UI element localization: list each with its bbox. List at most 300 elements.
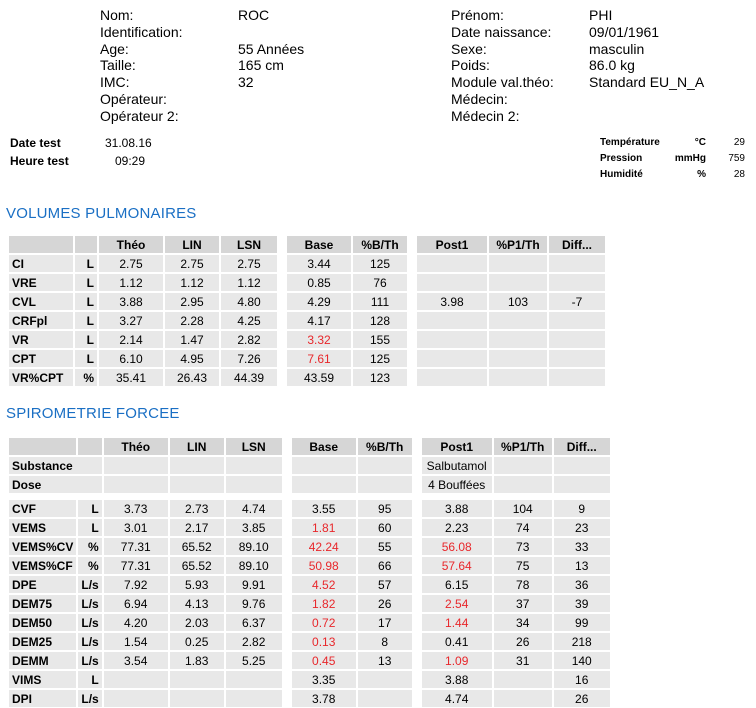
diff-value: 36 [553,575,611,594]
base-value: 0.85 [286,273,352,292]
row-unit: L [77,518,102,537]
empty-cell [553,475,611,494]
diff-value [548,368,606,387]
table-header-row [8,235,606,254]
row-unit: L/s [77,613,102,632]
lsn-value: 9.76 [225,594,283,613]
pct-base-theo: 76 [352,273,408,292]
lsn-value: 2.82 [220,330,278,349]
lsn-value: 4.80 [220,292,278,311]
lin-value: 65.52 [169,556,225,575]
column-gap [413,518,421,537]
column-header: %P1/Th [493,437,553,456]
patient-right-labels [451,7,554,125]
lin-value: 5.93 [169,575,225,594]
lin-value: 1.47 [164,330,220,349]
patient-left-value: 165 cm [238,57,284,74]
pct-base-theo: 111 [352,292,408,311]
pct-post1-theo: 73 [493,537,553,556]
column-header: Diff... [553,437,611,456]
pct-post1-theo [488,273,548,292]
row-unit: L/s [77,651,102,670]
column-gap [413,651,421,670]
patient-left-values [238,7,304,125]
patient-right-label: Sexe: [451,40,487,57]
column-gap [283,556,291,575]
pct-post1-theo [493,670,553,689]
post1-value: 56.08 [421,537,493,556]
theo-value: 3.88 [98,292,164,311]
lin-value: 4.95 [164,349,220,368]
table-row [8,651,611,670]
patient-right-label: Poids: [451,57,490,74]
column-gap [283,651,291,670]
row-unit: L/s [77,594,102,613]
lin-value [169,670,225,689]
theo-value: 1.54 [103,632,169,651]
test-time-label: Heure test [10,154,69,168]
base-value: 4.17 [286,311,352,330]
patient-right-value [589,108,704,125]
patient-right-value: PHI [589,7,613,23]
column-gap [278,349,286,368]
volumes-table [8,235,606,387]
substance-row [8,456,611,475]
diff-value: 13 [553,556,611,575]
table-row [8,349,606,368]
table-row [8,594,611,613]
dose-row [8,475,611,494]
theo-value: 7.92 [103,575,169,594]
patient-left-value: ROC [238,7,270,23]
column-gap [278,368,286,387]
base-value: 0.72 [291,613,357,632]
column-gap [283,456,291,475]
table-row [8,613,611,632]
theo-value: 6.10 [98,349,164,368]
theo-value: 35.41 [98,368,164,387]
column-gap [283,499,291,518]
column-gap [408,254,416,273]
lsn-value: 44.39 [220,368,278,387]
pct-base-theo: 95 [357,499,413,518]
base-value: 1.81 [291,518,357,537]
post1-value: 4.74 [421,689,493,708]
diff-value: 16 [553,670,611,689]
substance-row-value: Salbutamol [421,456,493,475]
patient-left-value [238,24,304,41]
column-header: Post1 [416,235,488,254]
post1-value [416,349,488,368]
column-gap [278,235,286,254]
row-unit: L/s [77,575,102,594]
pct-base-theo: 55 [357,537,413,556]
row-unit: L [74,311,98,330]
row-unit: L [77,670,102,689]
pct-base-theo: 17 [357,613,413,632]
lin-value: 2.73 [169,499,225,518]
column-gap [413,556,421,575]
column-gap [413,499,421,518]
column-gap [408,273,416,292]
lin-value: 2.17 [169,518,225,537]
theo-value: 77.31 [103,556,169,575]
pct-post1-theo [488,349,548,368]
base-value: 3.55 [291,499,357,518]
pct-base-theo: 66 [357,556,413,575]
theo-value: 77.31 [103,537,169,556]
pct-post1-theo [488,368,548,387]
pct-base-theo: 128 [352,311,408,330]
patient-left-label: Identification: [100,23,183,40]
column-gap [413,670,421,689]
env-label: Température [600,137,660,148]
post1-value: 2.23 [421,518,493,537]
column-gap [283,670,291,689]
post1-value: 1.09 [421,651,493,670]
lsn-value: 3.85 [225,518,283,537]
row-label: CPT [8,349,74,368]
lsn-value: 5.25 [225,651,283,670]
diff-value [548,330,606,349]
spiro-title: SPIROMETRIE FORCEE [6,405,180,422]
lin-value: 2.28 [164,311,220,330]
column-header: LIN [169,437,225,456]
base-value: 42.24 [291,537,357,556]
env-unit: mmHg [674,153,706,164]
empty-cell [103,456,169,475]
column-gap [413,613,421,632]
column-header: Post1 [421,437,493,456]
pct-base-theo: 123 [352,368,408,387]
env-label: Pression [600,153,643,164]
pct-base-theo: 155 [352,330,408,349]
column-header: LSN [225,437,283,456]
pct-post1-theo: 26 [493,632,553,651]
diff-value: 9 [553,499,611,518]
pct-post1-theo: 34 [493,613,553,632]
table-row [8,273,606,292]
diff-value: 23 [553,518,611,537]
diff-value [548,349,606,368]
empty-cell [225,456,283,475]
test-date-label: Date test [10,136,61,150]
lsn-value: 89.10 [225,537,283,556]
env-unit: °C [694,137,706,148]
theo-value: 6.94 [103,594,169,613]
empty-cell [291,475,357,494]
header-blank [8,235,74,254]
table-row [8,311,606,330]
empty-cell [553,456,611,475]
dose-row-label: Dose [8,475,103,494]
dose-row-value: 4 Bouffées [421,475,493,494]
row-label: VEMS%CV [8,537,77,556]
row-unit: L [74,254,98,273]
theo-value: 2.75 [98,254,164,273]
empty-cell [357,456,413,475]
column-gap [283,613,291,632]
row-label: CI [8,254,74,273]
theo-value: 3.01 [103,518,169,537]
lin-value: 1.83 [169,651,225,670]
test-time-value: 09:29 [115,154,146,168]
theo-value: 3.73 [103,499,169,518]
base-value: 7.61 [286,349,352,368]
column-gap [413,632,421,651]
column-gap [413,537,421,556]
base-value: 3.78 [291,689,357,708]
patient-right-value [589,91,704,108]
lin-value: 4.13 [169,594,225,613]
row-label: VIMS [8,670,77,689]
env-value: 759 [728,153,745,164]
pct-post1-theo: 31 [493,651,553,670]
diff-value: 26 [553,689,611,708]
patient-left-label: Opérateur: [100,90,167,107]
column-gap [283,594,291,613]
patient-left-labels [100,7,183,125]
patient-left-label: Opérateur 2: [100,107,179,124]
empty-cell [169,456,225,475]
pct-post1-theo: 37 [493,594,553,613]
base-value: 3.35 [291,670,357,689]
empty-cell [493,475,553,494]
env-value: 28 [733,169,745,180]
column-header: LIN [164,235,220,254]
table-row [8,330,606,349]
theo-value: 4.20 [103,613,169,632]
pct-base-theo: 125 [352,254,408,273]
row-unit: % [77,537,102,556]
row-label: VRE [8,273,74,292]
row-label: VR%CPT [8,368,74,387]
post1-value: 1.44 [421,613,493,632]
row-unit: % [74,368,98,387]
lin-value: 2.95 [164,292,220,311]
base-value: 50.98 [291,556,357,575]
diff-value [548,311,606,330]
patient-right-label: Prénom: [451,7,504,23]
post1-value: 3.88 [421,670,493,689]
table-row [8,368,606,387]
patient-left-value [238,108,304,125]
header-blank [8,437,77,456]
pct-post1-theo: 78 [493,575,553,594]
column-header: LSN [220,235,278,254]
column-gap [278,311,286,330]
patient-right-value: Standard EU_N_A [589,74,705,91]
lsn-value: 9.91 [225,575,283,594]
diff-value [548,273,606,292]
row-unit: L [77,499,102,518]
pct-post1-theo: 104 [493,499,553,518]
patient-left-value: 32 [238,74,254,91]
row-label: DPE [8,575,77,594]
column-header: Base [291,437,357,456]
substance-row-label: Substance [8,456,103,475]
lsn-value: 4.25 [220,311,278,330]
empty-cell [493,456,553,475]
column-gap [283,575,291,594]
base-value: 1.82 [291,594,357,613]
column-header: %P1/Th [488,235,548,254]
theo-value: 3.27 [98,311,164,330]
row-unit: % [77,556,102,575]
column-header: %B/Th [357,437,413,456]
post1-value [416,254,488,273]
row-label: DEM50 [8,613,77,632]
patient-right-value: 86.0 kg [589,57,635,74]
pct-base-theo: 13 [357,651,413,670]
header-blank [77,437,102,456]
column-gap [278,330,286,349]
column-gap [283,518,291,537]
column-gap [278,254,286,273]
post1-value: 2.54 [421,594,493,613]
column-gap [283,537,291,556]
column-header: %B/Th [352,235,408,254]
base-value: 3.32 [286,330,352,349]
column-gap [278,273,286,292]
diff-value: 99 [553,613,611,632]
row-unit: L [74,330,98,349]
row-unit: L/s [77,689,102,708]
column-header: Théo [103,437,169,456]
lin-value: 0.25 [169,632,225,651]
patient-right-label: Médecin 2: [451,107,520,124]
lsn-value: 89.10 [225,556,283,575]
base-value: 43.59 [286,368,352,387]
column-gap [278,292,286,311]
patient-left-value: 55 Années [238,40,305,57]
table-header-row [8,437,611,456]
column-gap [408,292,416,311]
theo-value [103,670,169,689]
table-row [8,499,611,518]
pct-post1-theo: 75 [493,556,553,575]
env-label: Humidité [600,169,643,180]
row-label: DEMM [8,651,77,670]
row-label: CRFpl [8,311,74,330]
diff-value: 39 [553,594,611,613]
pct-post1-theo [488,311,548,330]
table-row [8,518,611,537]
row-unit: L [74,349,98,368]
base-value: 0.45 [291,651,357,670]
pct-post1-theo: 103 [488,292,548,311]
table-row [8,670,611,689]
patient-left-label: Age: [100,40,129,57]
patient-right-label: Module val.théo: [451,74,554,91]
patient-right-label: Date naissance: [451,23,552,40]
column-gap [408,349,416,368]
lin-value: 65.52 [169,537,225,556]
volumes-title: VOLUMES PULMONAIRES [6,205,197,222]
post1-value [416,311,488,330]
theo-value: 3.54 [103,651,169,670]
test-date-value: 31.08.16 [105,136,152,150]
base-value: 3.44 [286,254,352,273]
lin-value: 1.12 [164,273,220,292]
lsn-value [225,670,283,689]
lsn-value: 7.26 [220,349,278,368]
diff-value: -7 [548,292,606,311]
row-unit: L [74,273,98,292]
column-gap [413,456,421,475]
empty-cell [169,475,225,494]
table-row [8,254,606,273]
patient-left-label: Taille: [100,57,136,74]
diff-value [548,254,606,273]
lsn-value: 6.37 [225,613,283,632]
theo-value: 1.12 [98,273,164,292]
header-blank [74,235,98,254]
pct-base-theo: 125 [352,349,408,368]
env-unit: % [697,169,706,180]
post1-value [416,330,488,349]
column-gap [408,330,416,349]
row-label: VEMS%CF [8,556,77,575]
lsn-value: 1.12 [220,273,278,292]
lin-value: 2.75 [164,254,220,273]
post1-value: 0.41 [421,632,493,651]
patient-left-value [238,91,304,108]
column-gap [413,475,421,494]
row-label: VEMS [8,518,77,537]
lin-value: 26.43 [164,368,220,387]
column-gap [408,235,416,254]
row-label: VR [8,330,74,349]
lin-value: 2.03 [169,613,225,632]
empty-cell [291,456,357,475]
column-gap [413,594,421,613]
base-value: 4.29 [286,292,352,311]
row-label: DEM25 [8,632,77,651]
patient-left-label: Nom: [100,7,134,23]
pct-base-theo [357,670,413,689]
pct-post1-theo [488,254,548,273]
lsn-value: 2.82 [225,632,283,651]
column-gap [408,311,416,330]
table-row [8,632,611,651]
theo-value: 2.14 [98,330,164,349]
pct-base-theo: 60 [357,518,413,537]
column-gap [283,632,291,651]
table-row [8,575,611,594]
row-label: CVF [8,499,77,518]
lsn-value: 2.75 [220,254,278,273]
column-header: Diff... [548,235,606,254]
column-gap [283,475,291,494]
table-row [8,292,606,311]
patient-right-label: Médecin: [451,90,508,107]
patient-right-values [589,7,704,125]
column-header: Base [286,235,352,254]
table-row [8,556,611,575]
diff-value: 140 [553,651,611,670]
column-gap [283,437,291,456]
post1-value: 3.98 [416,292,488,311]
post1-value [416,273,488,292]
column-gap [408,368,416,387]
pct-base-theo: 26 [357,594,413,613]
row-unit: L/s [77,632,102,651]
empty-cell [357,475,413,494]
env-value: 29 [733,137,745,148]
table-row [8,537,611,556]
column-header: Théo [98,235,164,254]
